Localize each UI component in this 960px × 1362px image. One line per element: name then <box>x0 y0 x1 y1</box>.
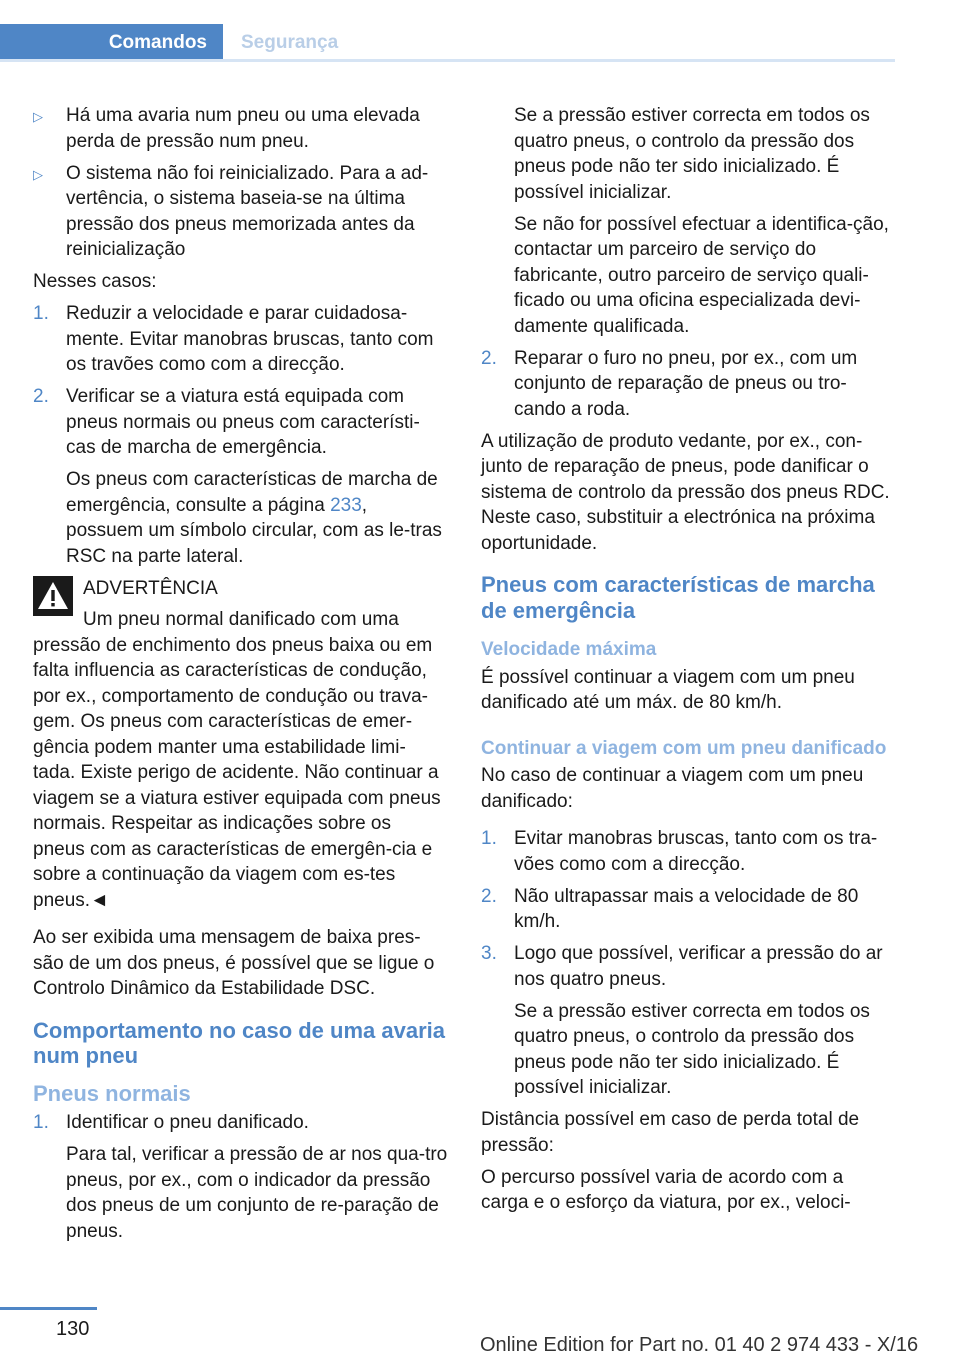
numbered-item: 2. Verificar se a viatura está equipada com pneus normais ou pneus com característi-cas de marcha de emergência. Os pneus com características de marcha de emergência, consulte a página 233, possuem um símbolo circular, com as le-tras RSC na parte lateral. <box>33 384 448 569</box>
triangle-bullet-icon: ▷ <box>33 109 43 124</box>
page-link[interactable]: 233 <box>330 494 362 516</box>
footer-rule <box>0 1307 97 1310</box>
left-column <box>33 103 448 1251</box>
tab-comandos[interactable]: Comandos <box>0 24 223 62</box>
right-column <box>481 103 895 1222</box>
warning-title: ADVERTÊNCIA <box>83 577 218 599</box>
edition-footer: Online Edition for Part no. 01 40 2 974 433 - X/16 <box>480 1334 919 1356</box>
warning-triangle-icon <box>33 576 73 616</box>
numbered-item: 2. Não ultrapassar mais a velocidade de 80 km/h. <box>481 884 895 935</box>
warning-first-line: Um pneu normal danificado com uma <box>83 609 399 630</box>
warning-text: pressão de enchimento dos pneus baixa ou em falta influencia as características de condução, por ex., comportamento de condução ou trava-gem. Os pneus com características de emer-gência podem manter uma estabilidade limi-tada. Existe perigo de acidente. Não continuar a viagem se a viatura estiver equipada com pneus normais. Respeitar as indicações sobre os pneus com as características de emergên-cia e sobre a continuação da viagem com es-tes pneus.◄ <box>33 634 441 911</box>
section-heading: Pneus com características de marcha de emergência <box>481 572 875 623</box>
sub-paragraph: Se a pressão estiver correcta em todos os quatro pneus, o controlo da pressão dos pneus pode não ter sido inicializado. É possível inicializar. <box>514 1000 870 1098</box>
numbered-item: 1. Reduzir a velocidade e parar cuidadosa-mente. Evitar manobras bruscas, tanto com os travões como com a direcção. <box>33 301 448 378</box>
list-continuation: Se a pressão estiver correcta em todos os quatro pneus, o controlo da pressão dos pneus pode não ter sido inicializado. É possível inicializar. Se não for possível efectuar a identifica-ção, contactar um parceiro de serviço do fabricante, outro parceiro de serviço quali-ficado ou uma oficina especializada devi-damente qualificada. <box>514 105 889 337</box>
paragraph: No caso de continuar a viagem com um pneu danificado: <box>481 765 864 812</box>
triangle-bullet-icon: ▷ <box>33 166 43 182</box>
paragraph: Distância possível em caso de perda total de pressão: <box>481 1109 860 1156</box>
item-number: 1. <box>33 303 49 324</box>
warning-box <box>33 576 448 914</box>
bullet-item: ▷ Há uma avaria num pneu ou uma elevada perda de pressão num pneu. <box>33 103 448 154</box>
tab-seguranca[interactable]: Segurança <box>241 32 339 53</box>
subsection-heading: Continuar a viagem com um pneu danificado <box>481 737 887 759</box>
subsection-heading: Velocidade máxima <box>481 639 657 660</box>
item-number: 2. <box>33 386 49 407</box>
paragraph: É possível continuar a viagem com um pneu danificado até um máx. de 80 km/h. <box>481 666 855 713</box>
paragraph: A utilização de produto vedante, por ex., con-junto de reparação de pneus, pode danificar o sistema de controlo da pressão dos pneus RDC. Neste caso, substituir a electrónica na próxima oportunidade. <box>481 430 890 554</box>
paragraph: Ao ser exibida uma mensagem de baixa pres-são de um dos pneus, é possível que se ligue o Controlo Dinâmico da Estabilidade DSC. <box>33 927 435 999</box>
item-number: 3. <box>481 943 497 964</box>
paragraph: Nesses casos: <box>33 271 157 292</box>
tabbar-underline <box>0 59 895 62</box>
sub-paragraph: Os pneus com características de marcha de emergência, consulte a página 233, possuem um símbolo circular, com as le-tras RSC na parte lateral. <box>66 469 442 567</box>
subsection-heading: Pneus normais <box>33 1080 191 1106</box>
item-number: 2. <box>481 347 497 369</box>
numbered-item: 1. Identificar o pneu danificado. Para tal, verificar a pressão de ar nos qua-tro pneus, por ex., com o indicador da pressão dos pneus de um conjunto de re-paração de pneus. <box>33 1110 448 1244</box>
item-number: 1. <box>481 828 497 849</box>
bullet-item: ▷ O sistema não foi reinicializado. Para a ad-vertência, o sistema baseia-se na última pressão dos pneus memorizada antes da reinicialização <box>33 161 448 263</box>
item-number: 1. <box>33 1112 49 1133</box>
sub-paragraph: Para tal, verificar a pressão de ar nos qua-tro pneus, por ex., com o indicador da pressão dos pneus de um conjunto de re-paração de pneus. <box>66 1144 448 1242</box>
section-heading: Comportamento no caso de uma avaria num pneu <box>33 1017 445 1068</box>
numbered-item: 1. Evitar manobras bruscas, tanto com os tra-vões como com a direcção. <box>481 826 895 877</box>
page-number: 130 <box>56 1318 90 1340</box>
paragraph: O percurso possível varia de acordo com a carga e o esforço da viatura, por ex., veloci- <box>481 1166 851 1213</box>
item-number: 2. <box>481 885 497 907</box>
numbered-item: 2. Reparar o furo no pneu, por ex., com um conjunto de reparação de pneus ou tro-cando a roda. <box>481 346 895 423</box>
chapter-tabbar <box>0 24 895 62</box>
numbered-item: 3. Logo que possível, verificar a pressão do ar nos quatro pneus. Se a pressão estiver correcta em todos os quatro pneus, o controlo da pressão dos pneus pode não ter sido inicializado. É possível inicializar. <box>481 941 895 1101</box>
